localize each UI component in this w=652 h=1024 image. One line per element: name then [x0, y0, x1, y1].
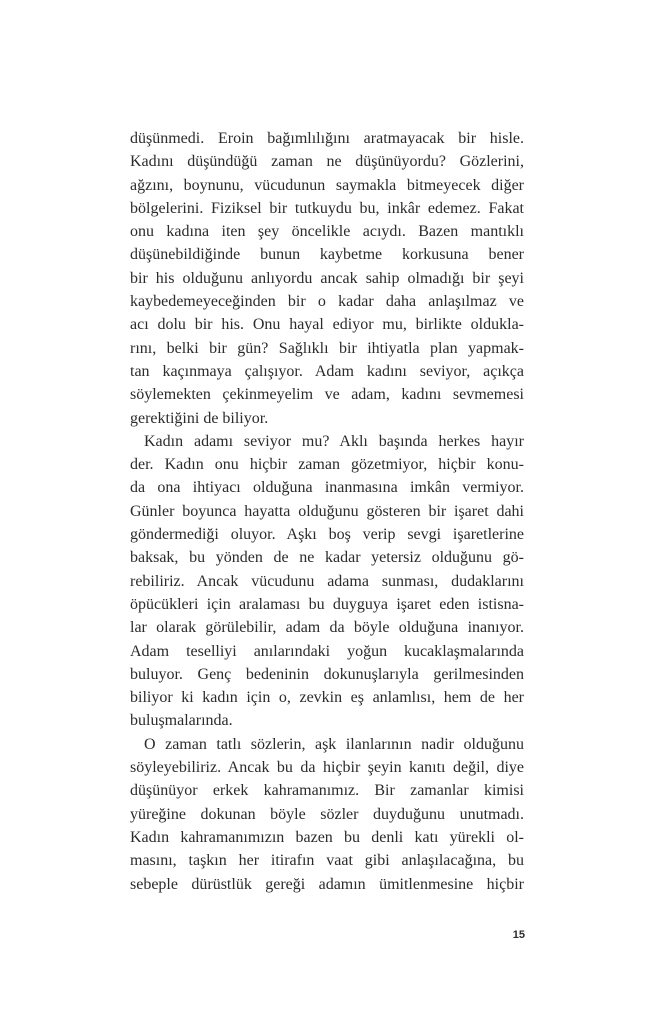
text-line: acı dolu bir his. Onu hayal ediyor mu, birlikte oldukla-	[130, 316, 524, 334]
text-line: O zaman tatlı sözlerin, aşk ilanlarının nadir olduğunu	[144, 735, 524, 753]
text-line: baksak, bu yönden de ne kadar yetersiz olduğunu gö-	[130, 549, 524, 567]
text-line: düşünebildiğinde bunun kaybetme korkusuna bener	[130, 246, 524, 264]
text-line: söylemekten çekinmeyelim ve adam, kadını sevmemesi	[130, 386, 524, 404]
paragraph	[130, 127, 524, 430]
text-line: gerektiğini de biliyor.	[130, 409, 269, 427]
text-line: rını, belki bir gün? Sağlıklı bir ihtiyatla plan yapmak-	[130, 339, 524, 357]
text-line: masını, taşkın her itirafın vaat gibi anlaşılacağına, bu	[130, 852, 524, 870]
paragraph	[130, 733, 524, 896]
text-line: yüreğine dokunan böyle sözler duyduğunu unutmadı.	[130, 805, 524, 823]
paragraph	[130, 430, 524, 733]
text-line: tan kaçınmaya çalışıyor. Adam kadını seviyor, açıkça	[130, 362, 524, 380]
text-line: düşünüyor erkek kahramanımız. Bir zamanlar kimisi	[130, 782, 524, 800]
text-line: Adam teselliyi anılarındaki yoğun kucaklaşmalarında	[130, 642, 524, 660]
text-line: göndermediği oluyor. Aşkı boş verip sevgi işaretlerine	[130, 526, 524, 544]
body-text	[130, 127, 524, 896]
text-line: bölgelerini. Fiziksel bir tutkuydu bu, inkâr edemez. Fakat	[130, 199, 524, 217]
text-line: Kadın adamı seviyor mu? Aklı başında herkes hayır	[144, 432, 524, 450]
text-line: der. Kadın onu hiçbir zaman gözetmiyor, hiçbir konu-	[130, 456, 524, 474]
text-line: biliyor ki kadın için o, zevkin eş anlamlısı, hem de her	[130, 689, 524, 707]
text-line: ağzını, boynunu, vücudunun saymakla bitmeyecek diğer	[130, 176, 524, 194]
text-line: kaybedemeyeceğinden bir o kadar daha anlaşılmaz ve	[130, 293, 524, 311]
text-line: Günler boyunca hayatta olduğunu gösteren bir işaret dahi	[130, 502, 524, 520]
text-line: sebeple dürüstlük gereği adamın ümitlenmesine hiçbir	[130, 875, 524, 893]
text-line: rebiliriz. Ancak vücudunu adama sunması, dudaklarını	[130, 572, 524, 590]
text-line: Kadını düşündüğü zaman ne düşünüyordu? Gözlerini,	[130, 153, 524, 171]
text-line: bir his olduğunu anlıyordu ancak sahip olmadığı bir şeyi	[130, 269, 524, 287]
text-line: öpücükleri için aralaması bu duyguya işaret eden istisna-	[130, 595, 524, 613]
text-line: söyleyebiliriz. Ancak bu da hiçbir şeyin kanıtı değil, diye	[130, 759, 524, 777]
text-line: düşünmedi. Eroin bağımlılığını aratmayacak bir hisle.	[130, 130, 524, 147]
text-line: Kadın kahramanımızın bazen bu denli katı yürekli ol-	[130, 828, 524, 846]
text-line: buluşmalarında.	[130, 712, 233, 730]
text-line: onu kadına iten şey öncelikle acıydı. Bazen mantıklı	[130, 223, 524, 241]
page-number: 15	[512, 929, 525, 941]
text-line: buluyor. Genç bedeninin dokunuşlarıyla gerilmesinden	[130, 665, 524, 683]
text-line: lar olarak görülebilir, adam da böyle olduğuna inanıyor.	[130, 619, 524, 637]
text-line: da ona ihtiyacı olduğuna inanmasına imkân vermiyor.	[130, 479, 524, 497]
